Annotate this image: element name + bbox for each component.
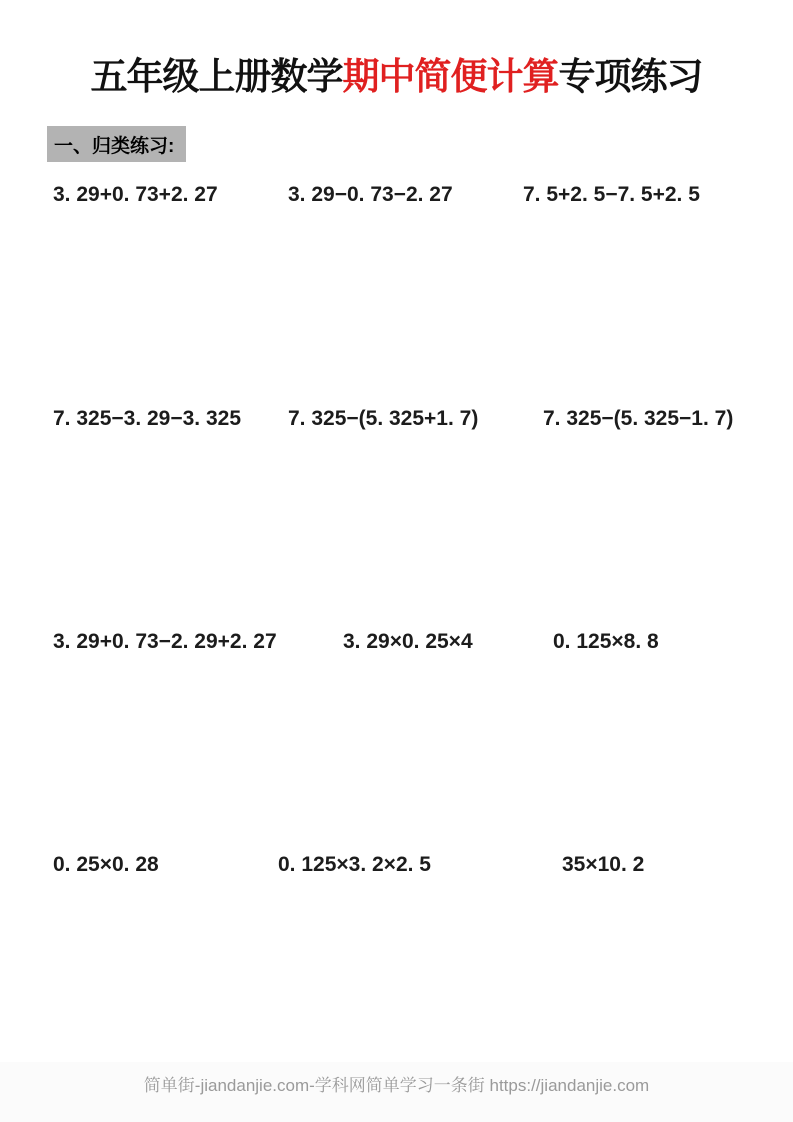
problem-expression: 35×10. 2: [562, 853, 645, 876]
footer-watermark-text: 简单街-jiandanjie.com-学科网简单学习一条街 https://jiandanjie.com: [143, 1076, 650, 1095]
page-title: [0, 46, 793, 100]
title-part-3: 专项练习: [558, 56, 703, 97]
title-part-1: 五年级上册数学: [90, 56, 343, 97]
problem-expression: 7. 5+2. 5−7. 5+2. 5: [523, 183, 700, 206]
problem-expression: 3. 29×0. 25×4: [343, 630, 473, 653]
problem-expression: 3. 29+0. 73−2. 29+2. 27: [53, 630, 277, 653]
title-part-red: 期中简便计算: [342, 56, 559, 97]
problem-expression: 0. 125×8. 8: [553, 630, 659, 653]
footer-strip: [0, 1062, 793, 1122]
problem-expression: 7. 325−3. 29−3. 325: [53, 407, 242, 430]
problem-expression: 3. 29−0. 73−2. 27: [288, 183, 453, 206]
problem-expression: 7. 325−(5. 325+1. 7): [288, 407, 479, 430]
problem-expression: 7. 325−(5. 325−1. 7): [543, 407, 734, 430]
section-header: 一、归类练习:: [47, 126, 186, 162]
problem-expression: 3. 29+0. 73+2. 27: [53, 183, 218, 206]
problem-expression: 0. 25×0. 28: [53, 853, 159, 876]
problem-expression: 0. 125×3. 2×2. 5: [278, 853, 431, 876]
